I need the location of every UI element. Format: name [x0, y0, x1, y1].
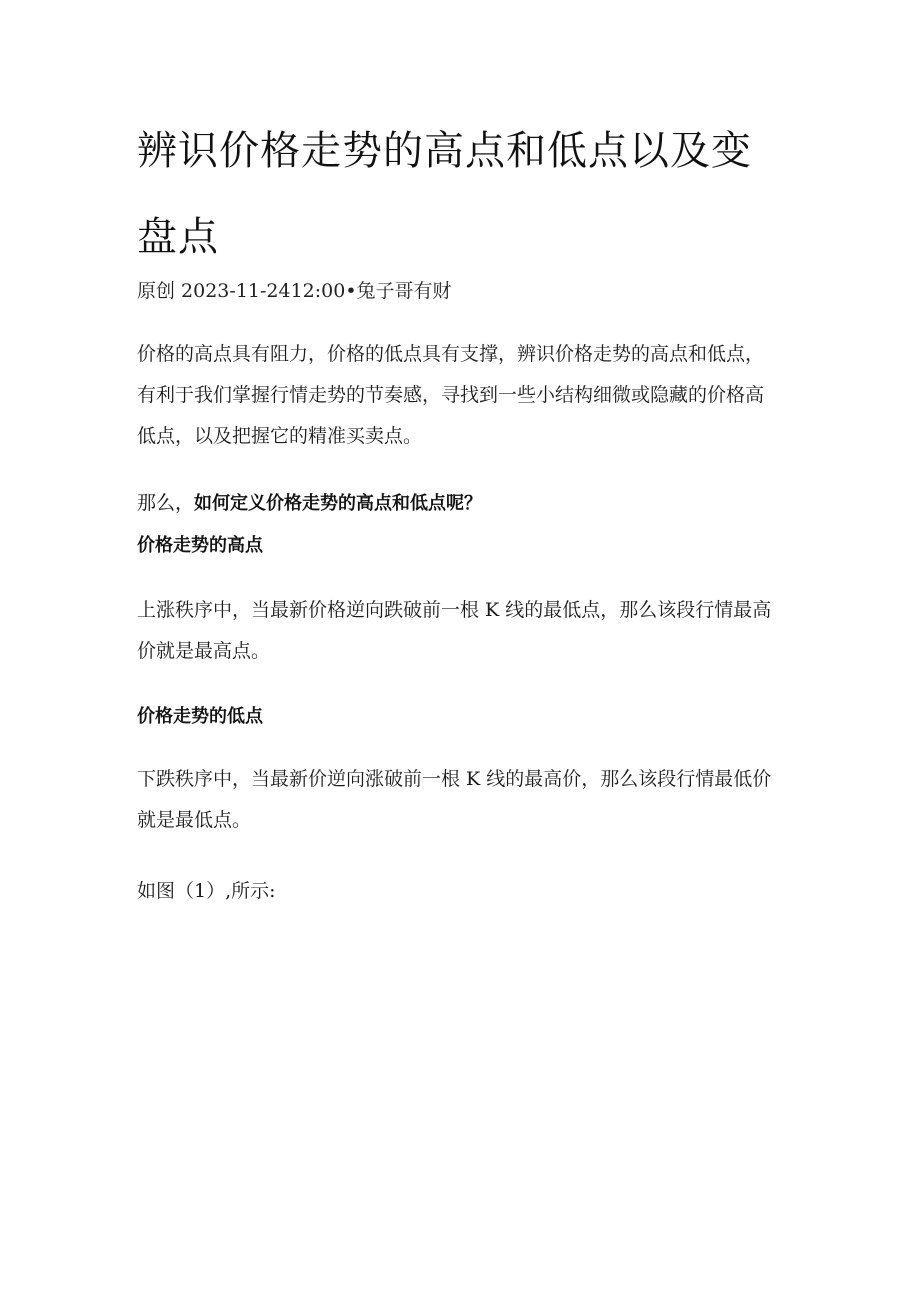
article-title: 辨识价格走势的高点和低点以及变盘点 — [137, 128, 752, 260]
low-point-paragraph: 下跌秩序中，当最新价逆向涨破前一根 K 线的最高价，那么该段行情最低价就是最低点。 — [137, 768, 772, 831]
question-line — [137, 488, 482, 519]
high-point-heading: 价格走势的高点 — [137, 535, 263, 556]
figure-caption: 如图（1）,所示: — [137, 880, 276, 902]
high-point-paragraph: 上涨秩序中，当最新价格逆向跌破前一根 K 线的最低点，那么该段行情最高价就是最高点。 — [137, 599, 772, 662]
article-meta: 原创 2023-11-2412:00•兔子哥有财 — [137, 280, 452, 302]
intro-paragraph: 价格的高点具有阻力，价格的低点具有支撑，辨识价格走势的高点和低点，有利于我们掌握行情走势的节奏感，寻找到一些小结构细微或隐藏的价格高低点，以及把握它的精准买卖点。 — [137, 343, 765, 447]
question-bold: 如何定义价格走势的高点和低点呢？ — [194, 493, 483, 514]
low-point-heading: 价格走势的低点 — [137, 706, 263, 727]
question-prefix: 那么， — [137, 492, 195, 514]
